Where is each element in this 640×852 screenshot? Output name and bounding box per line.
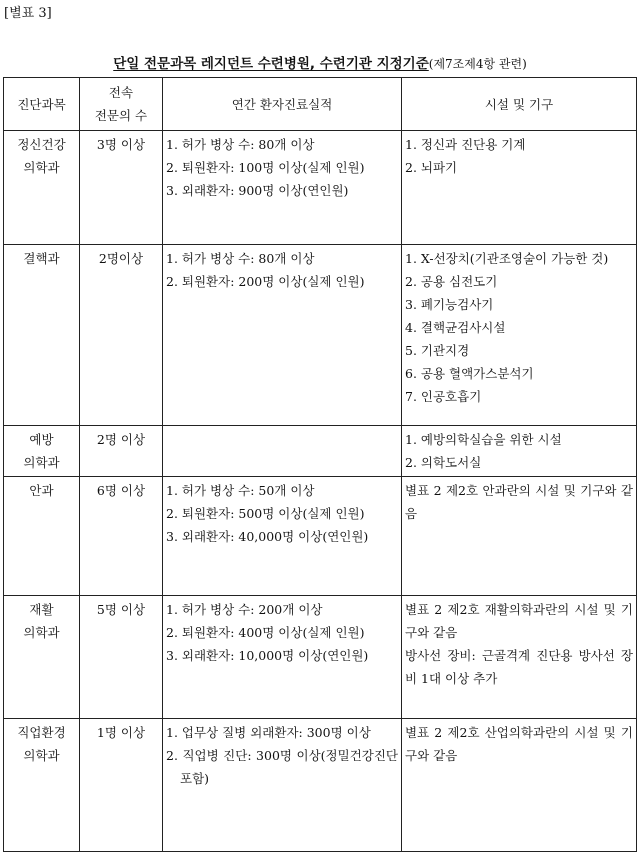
table-row: [4, 596, 637, 719]
dept-cell: [4, 426, 80, 477]
title-main: 단일 전문과목 레지던트 수련병원, 수련기관 지정기준: [113, 56, 429, 72]
dept-name: 의학과: [23, 625, 60, 640]
facility-item: 별표 2 제2호 안과란의 시설 및 기구와 같음: [405, 483, 633, 521]
facility-item: 2. 뇌파기: [405, 160, 458, 175]
performance-cell: [163, 477, 402, 596]
performance-item: 1. 업무상 질병 외래환자: 300명 이상: [166, 725, 371, 740]
dept-cell: [4, 131, 80, 245]
specialists-cell: 2명 이상: [80, 426, 163, 477]
facility-item: 6. 공용 혈액가스분석기: [405, 366, 534, 381]
facility-item: 2. 공용 심전도기: [405, 274, 498, 289]
facilities-cell: [402, 245, 637, 426]
dept-name: 직업환경: [17, 725, 66, 740]
attachment-tag: [별표 3]: [4, 6, 52, 21]
dept-cell: [4, 596, 80, 719]
table-header-row: [4, 78, 637, 131]
header-specialists-line: 전문의 수: [94, 108, 148, 123]
performance-item: 2. 퇴원환자: 200명 이상(실제 인원): [166, 274, 365, 289]
performance-item: 1. 허가 병상 수: 50개 이상: [166, 483, 315, 498]
header-facilities: 시설 및 기구: [402, 78, 637, 131]
dept-name: 의학과: [23, 748, 60, 763]
performance-item: 2. 직업병 진단: 300명 이상(정밀건강진단 포함): [166, 748, 398, 786]
facilities-cell: [402, 477, 637, 596]
table-row: [4, 426, 637, 477]
specialists-cell: 5명 이상: [80, 596, 163, 719]
facilities-cell: [402, 596, 637, 719]
title-sub: (제7조제4항 관련): [428, 57, 527, 71]
specialists-cell: 6명 이상: [80, 477, 163, 596]
criteria-table: [3, 77, 637, 852]
dept-name: 의학과: [23, 455, 60, 470]
facility-item: 별표 2 제2호 산업의학과란의 시설 및 기구와 같음: [405, 725, 633, 763]
performance-item: 3. 외래환자: 900명 이상(연인원): [166, 183, 349, 198]
dept-name: 정신건강: [17, 137, 66, 152]
facility-item: 7. 인공호흡기: [405, 389, 482, 404]
dept-name: 의학과: [23, 160, 60, 175]
dept-name: 안과: [29, 483, 54, 498]
header-specialists-line: 전속: [108, 85, 134, 100]
dept-cell: [4, 245, 80, 426]
performance-cell: [163, 596, 402, 719]
performance-item: 2. 퇴원환자: 100명 이상(실제 인원): [166, 160, 365, 175]
table-row: [4, 131, 637, 245]
facilities-cell: [402, 426, 637, 477]
specialists-cell: 1명 이상: [80, 719, 163, 852]
performance-item: 1. 허가 병상 수: 80개 이상: [166, 137, 315, 152]
performance-item: 1. 허가 병상 수: 200개 이상: [166, 602, 323, 617]
header-performance: 연간 환자진료실적: [163, 78, 402, 131]
facility-item: 5. 기관지경: [405, 343, 470, 358]
facilities-cell: [402, 131, 637, 245]
facility-item: 1. 정신과 진단용 기계: [405, 137, 526, 152]
table-row: [4, 477, 637, 596]
facility-item: 1. 예방의학실습을 위한 시설: [405, 432, 562, 447]
performance-item: 2. 퇴원환자: 400명 이상(실제 인원): [166, 625, 365, 640]
dept-cell: [4, 477, 80, 596]
dept-name: 예방: [29, 432, 54, 447]
performance-cell: [163, 245, 402, 426]
table-row: [4, 245, 637, 426]
facility-item: 4. 결핵균검사시설: [405, 320, 506, 335]
performance-cell: [163, 719, 402, 852]
dept-cell: [4, 719, 80, 852]
facility-item: 방사선 장비: 근골격계 진단용 방사선 장비 1대 이상 추가: [405, 648, 633, 686]
performance-item: 3. 외래환자: 40,000명 이상(연인원): [166, 529, 369, 544]
header-specialists: [80, 78, 163, 131]
dept-name: 재활: [29, 602, 54, 617]
document-title: [0, 52, 640, 72]
performance-item: 3. 외래환자: 10,000명 이상(연인원): [166, 648, 369, 663]
performance-item: 2. 퇴원환자: 500명 이상(실제 인원): [166, 506, 365, 521]
dept-name: 결핵과: [23, 251, 60, 266]
specialists-cell: 2명이상: [80, 245, 163, 426]
performance-cell: [163, 131, 402, 245]
performance-item: 1. 허가 병상 수: 80개 이상: [166, 251, 315, 266]
header-dept: 진단과목: [4, 78, 80, 131]
facilities-cell: [402, 719, 637, 852]
facility-item: 2. 의학도서실: [405, 455, 482, 470]
table-row: [4, 719, 637, 852]
performance-cell: [163, 426, 402, 477]
facility-item: 1. X-선장치(기관조영술이 가능한 것): [405, 251, 609, 266]
facility-item: 별표 2 제2호 재활의학과란의 시설 및 기구와 같음: [405, 602, 633, 640]
facility-item: 3. 폐기능검사기: [405, 297, 494, 312]
specialists-cell: 3명 이상: [80, 131, 163, 245]
